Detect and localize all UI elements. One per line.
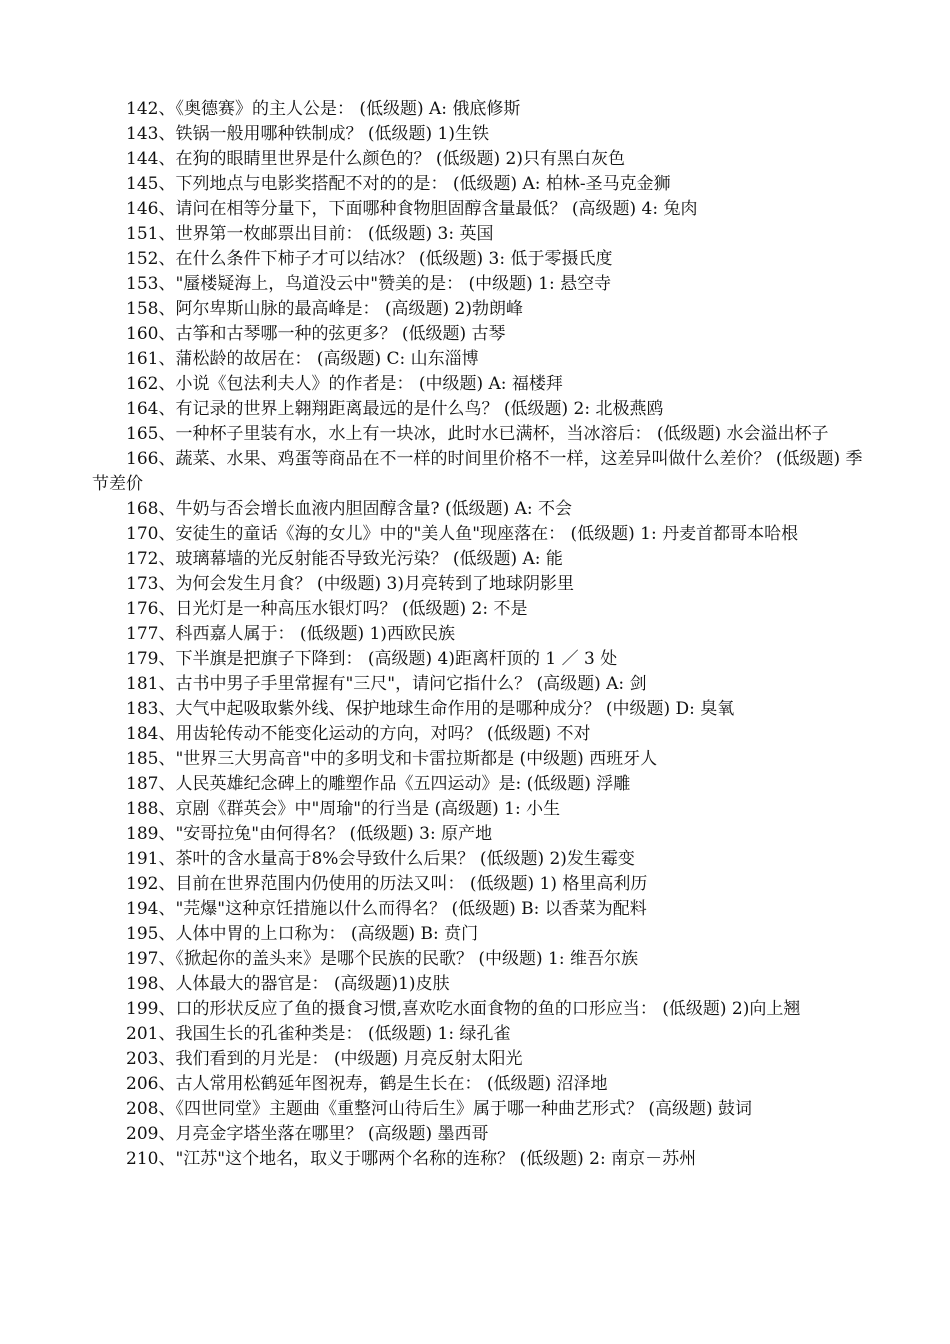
document-body: [92, 97, 864, 1172]
quiz-entry: 201、我国生长的孔雀种类是： (低级题) 1: 绿孔雀: [126, 1024, 511, 1044]
quiz-entry: 162、小说《包法利夫人》的作者是： (中级题) A: 福楼拜: [126, 374, 563, 394]
quiz-entry: 146、请问在相等分量下，下面哪种食物胆固醇含量最低？ (高级题) 4: 兔肉: [126, 199, 698, 219]
quiz-entry: 184、用齿轮传动不能变化运动的方向，对吗？ (低级题) 不对: [126, 724, 591, 744]
quiz-entry: 160、古筝和古琴哪一种的弦更多？ (低级题) 古琴: [126, 324, 506, 344]
quiz-entry: 152、在什么条件下柿子才可以结冰？ (低级题) 3: 低于零摄氏度: [126, 249, 613, 269]
quiz-entry: 195、人体中胃的上口称为： (高级题) B: 贲门: [126, 924, 479, 944]
quiz-entry: 197、《掀起你的盖头来》是哪个民族的民歌？ (中级题) 1: 维吾尔族: [126, 949, 638, 969]
quiz-entry: 177、科西嘉人属于： (低级题) 1)西欧民族: [126, 624, 455, 644]
quiz-entry: 187、人民英雄纪念碑上的雕塑作品《五四运动》是: (低级题) 浮雕: [126, 774, 631, 794]
quiz-entry: 143、铁锅一般用哪种铁制成？ (低级题) 1)生铁: [126, 124, 489, 144]
quiz-entry: 191、茶叶的含水量高于8%会导致什么后果？ (低级题) 2)发生霉变: [126, 849, 635, 869]
quiz-entry: 179、下半旗是把旗子下降到： (高级题) 4)距离杆顶的 1 ／ 3 处: [126, 649, 618, 669]
quiz-entry: 153、"蜃楼疑海上，鸟道没云中"赞美的是： (中级题) 1: 悬空寺: [126, 274, 612, 294]
quiz-entry: 183、大气中起吸取紫外线、保护地球生命作用的是哪种成分？ (中级题) D: 臭氧: [126, 699, 735, 719]
quiz-entry: 210、"江苏"这个地名，取义于哪两个名称的连称？ (低级题) 2: 南京－苏州: [126, 1149, 697, 1169]
quiz-entry: 185、"世界三大男高音"中的多明戈和卡雷拉斯都是 (中级题) 西班牙人: [126, 749, 658, 769]
quiz-entry: 172、玻璃幕墙的光反射能否导致光污染？ (低级题) A: 能: [126, 549, 563, 569]
quiz-entry: 189、"安哥拉兔"由何得名？ (低级题) 3: 原产地: [126, 824, 493, 844]
quiz-entry: 144、在狗的眼睛里世界是什么颜色的？ (低级题) 2)只有黑白灰色: [126, 149, 625, 169]
quiz-entry: 168、牛奶与否会增长血液内胆固醇含量? (低级题) A: 不会: [126, 499, 573, 519]
quiz-entry: 206、古人常用松鹤延年图祝寿，鹤是生长在： (低级题) 沼泽地: [126, 1074, 608, 1094]
quiz-entry: 198、人体最大的器官是： (高级题)1)皮肤: [126, 974, 450, 994]
quiz-entry: 166、蔬菜、水果、鸡蛋等商品在不一样的时间里价格不一样，这差异叫做什么差价？ (低级题) 季节差价: [92, 449, 863, 494]
quiz-entry: 151、世界第一枚邮票出目前： (低级题) 3: 英国: [126, 224, 494, 244]
quiz-entry: 209、月亮金字塔坐落在哪里？ (高级题) 墨西哥: [126, 1124, 489, 1144]
quiz-entry: 173、为何会发生月食？ (中级题) 3)月亮转到了地球阴影里: [126, 574, 574, 594]
quiz-entry: 145、下列地点与电影奖搭配不对的的是： (低级题) A: 柏林-圣马克金狮: [126, 174, 671, 194]
quiz-entry: 170、安徒生的童话《海的女儿》中的"美人鱼"现座落在： (低级题) 1: 丹麦首都哥本哈根: [126, 524, 799, 544]
quiz-entry: 203、我们看到的月光是： (中级题) 月亮反射太阳光: [126, 1049, 523, 1069]
quiz-entry: 142、《奥德赛》的主人公是： (低级题) A: 俄底修斯: [126, 99, 521, 119]
quiz-entry: 164、有记录的世界上翱翔距离最远的是什么鸟？ (低级题) 2: 北极燕鸥: [126, 399, 664, 419]
quiz-entry: 158、阿尔卑斯山脉的最高峰是： (高级题) 2)勃朗峰: [126, 299, 523, 319]
quiz-entry: 192、目前在世界范围内仍使用的历法又叫： (低级题) 1) 格里高利历: [126, 874, 648, 894]
quiz-entry: 208、《四世同堂》主题曲《重整河山待后生》属于哪一种曲艺形式？ (高级题) 鼓词: [126, 1099, 753, 1119]
quiz-entry: 199、口的形状反应了鱼的摄食习惯,喜欢吃水面食物的鱼的口形应当： (低级题) 2)向上翘: [126, 999, 801, 1019]
quiz-entry: 176、日光灯是一种高压水银灯吗？ (低级题) 2: 不是: [126, 599, 528, 619]
quiz-entry: 188、京剧《群英会》中"周瑜"的行当是 (高级题) 1: 小生: [126, 799, 561, 819]
quiz-entry: 165、一种杯子里装有水，水上有一块冰，此时水已满杯，当冰溶后： (低级题) 水会溢出杯子: [126, 424, 829, 444]
quiz-entry: 194、"芫爆"这种京饪措施以什么而得名？ (低级题) B: 以香菜为配料: [126, 899, 647, 919]
quiz-entry: 181、古书中男子手里常握有"三尺"，请问它指什么？ (高级题) A: 剑: [126, 674, 647, 694]
quiz-entry: 161、蒲松龄的故居在： (高级题) C: 山东淄博: [126, 349, 479, 369]
